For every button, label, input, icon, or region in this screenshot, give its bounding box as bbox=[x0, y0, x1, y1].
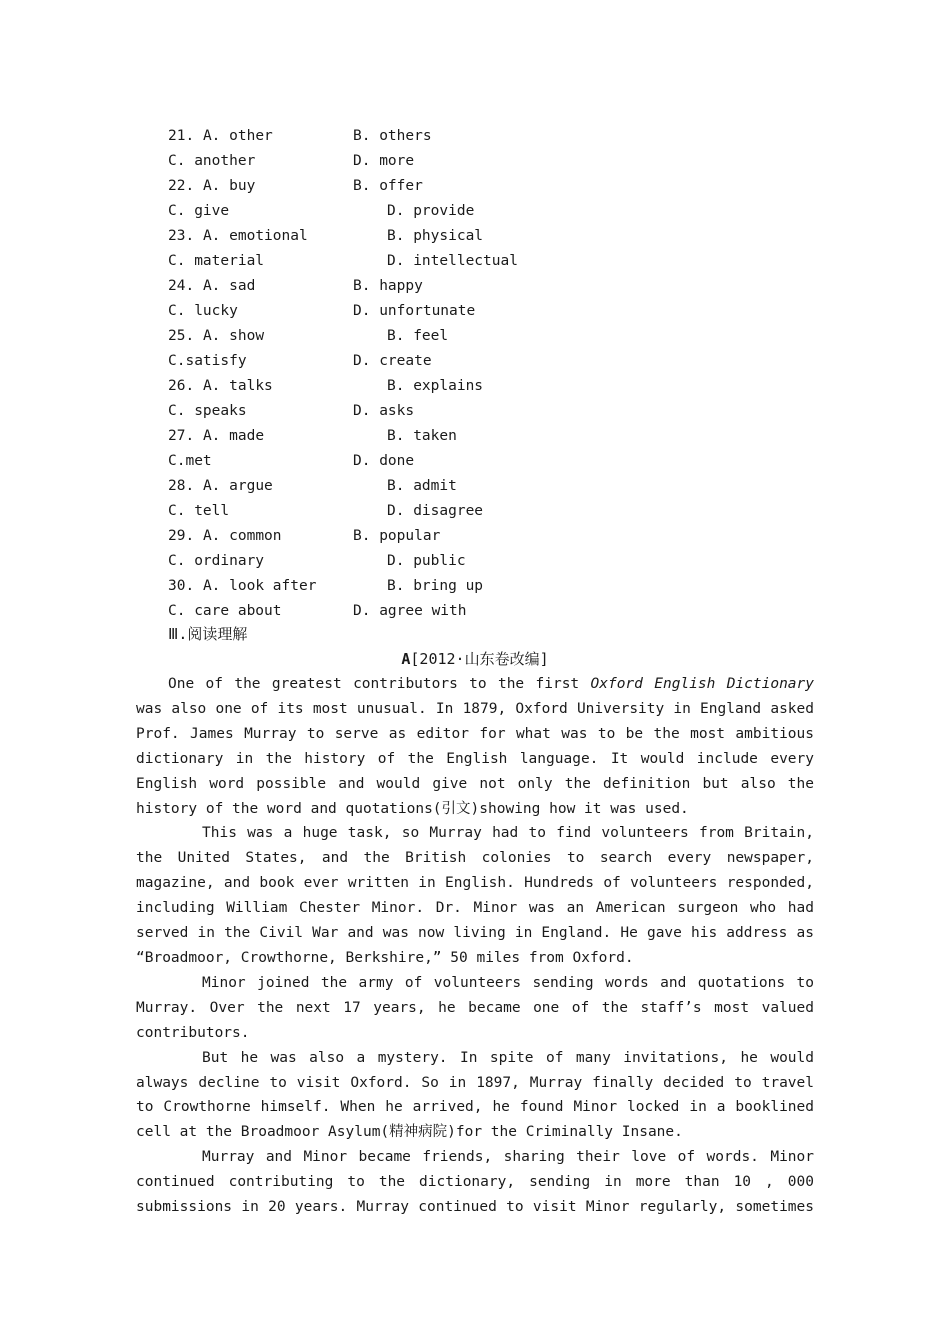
option-right: D. public bbox=[387, 553, 466, 569]
option-right: D. agree with bbox=[353, 603, 467, 619]
option-right: D. disagree bbox=[387, 503, 484, 519]
question-24-row-1 bbox=[168, 274, 423, 299]
option-right: D. more bbox=[353, 153, 415, 169]
passage-paragraph-1 bbox=[136, 672, 814, 821]
question-24-row-2 bbox=[168, 299, 476, 324]
option-left: C. lucky bbox=[168, 303, 238, 319]
option-right: D. done bbox=[353, 453, 415, 469]
passage-source: [2012·山东卷改编] bbox=[410, 650, 549, 668]
question-22-row-1 bbox=[168, 174, 423, 199]
section-heading: Ⅲ.阅读理解 bbox=[168, 625, 248, 643]
question-number: 26. bbox=[168, 378, 195, 394]
question-number: 25. bbox=[168, 328, 195, 344]
option-right: B. happy bbox=[353, 278, 423, 294]
option-right: D. create bbox=[353, 353, 432, 369]
option-left: C. ordinary bbox=[168, 553, 265, 569]
passage-label: A bbox=[401, 650, 411, 668]
option-left: C. material bbox=[168, 253, 265, 269]
question-29-row-2 bbox=[168, 549, 466, 574]
question-27-row-2 bbox=[168, 449, 415, 474]
option-left: A. other bbox=[202, 128, 273, 144]
option-right: B. admit bbox=[387, 478, 457, 494]
option-right: B. popular bbox=[353, 528, 441, 544]
option-right: B. others bbox=[353, 128, 432, 144]
question-28-row-1 bbox=[168, 474, 457, 499]
question-28-row-2 bbox=[168, 499, 484, 524]
question-number: 27. bbox=[168, 428, 195, 444]
question-number: 23. bbox=[168, 228, 195, 244]
question-25-row-1 bbox=[168, 324, 449, 349]
question-number: 29. bbox=[168, 528, 195, 544]
option-left: C. speaks bbox=[168, 403, 247, 419]
option-right: B. taken bbox=[387, 428, 457, 444]
passage-paragraph-5: Murray and Minor became friends, sharing their love of words. Minor continued contributing to the dictionary, sending in more than 10 , 000 submissions in 20 years. Murray continued to visit Minor regularly, sometimes bbox=[136, 1149, 814, 1216]
option-right: D. intellectual bbox=[387, 253, 518, 269]
option-left: C. tell bbox=[168, 503, 230, 519]
option-right: B. bring up bbox=[387, 578, 484, 594]
question-23-row-1 bbox=[168, 224, 484, 249]
option-left: A. argue bbox=[202, 478, 273, 494]
option-left: A. emotional bbox=[202, 228, 308, 244]
question-27-row-1 bbox=[168, 424, 457, 449]
passage-title bbox=[0, 647, 950, 672]
question-30-row-1 bbox=[168, 574, 484, 599]
passage-paragraph-2: This was a huge task, so Murray had to find volunteers from Britain, the United States, and the British colonies to search every newspaper, magazine, and book ever written in English. Hundreds of volunteers responded, including William Chester Minor. Dr. Minor was an American surgeon who had served in the Civil War and was now living in England. He gave his address as “Broadmoor, Crowthorne, Berkshire,” 50 miles from Oxford. bbox=[136, 825, 814, 966]
option-right: B. offer bbox=[353, 178, 423, 194]
question-21-row-1 bbox=[168, 124, 432, 149]
dictionary-title: Oxford English Dictionary bbox=[590, 676, 814, 692]
question-25-row-2 bbox=[168, 349, 432, 374]
option-left: C. give bbox=[168, 203, 230, 219]
option-right: D. asks bbox=[353, 403, 415, 419]
option-right: D. unfortunate bbox=[353, 303, 476, 319]
option-left: C.met bbox=[168, 453, 212, 469]
option-left: A. show bbox=[202, 328, 265, 344]
question-22-row-2 bbox=[168, 199, 475, 224]
question-number: 30. bbox=[168, 578, 195, 594]
option-right: D. provide bbox=[387, 203, 475, 219]
option-left: A. buy bbox=[202, 178, 256, 194]
option-left: A. look after bbox=[202, 578, 317, 594]
question-26-row-1 bbox=[168, 374, 484, 399]
question-26-row-2 bbox=[168, 399, 415, 424]
option-left: C. care about bbox=[168, 603, 282, 619]
option-right: B. explains bbox=[387, 378, 484, 394]
option-left: C. another bbox=[168, 153, 256, 169]
option-left: A. sad bbox=[202, 278, 256, 294]
paragraph-text: One of the greatest contributors to the first bbox=[168, 676, 591, 692]
question-number: 28. bbox=[168, 478, 195, 494]
option-right: B. feel bbox=[387, 328, 449, 344]
question-number: 21. bbox=[168, 128, 195, 144]
option-right: B. physical bbox=[387, 228, 484, 244]
question-number: 24. bbox=[168, 278, 195, 294]
question-21-row-2 bbox=[168, 149, 415, 174]
paragraph-text: was also one of its most unusual. In 1879, Oxford University in England asked Prof. James Murray to serve as editor for what was to be the most ambitious dictionary in the history of the English language. It would include every English word possible and would give not only the definition but also the history of the word and quotations(引文)showing how it was used. bbox=[136, 700, 814, 817]
option-left: A. common bbox=[202, 528, 282, 544]
option-left: A. made bbox=[202, 428, 265, 444]
reading-passage bbox=[136, 672, 814, 1220]
option-left: A. talks bbox=[202, 378, 273, 394]
passage-paragraph-3: Minor joined the army of volunteers sending words and quotations to Murray. Over the next 17 years, he became one of the staff’s most valued contributors. bbox=[136, 974, 814, 1041]
question-29-row-1 bbox=[168, 524, 441, 549]
question-30-row-2 bbox=[168, 599, 467, 624]
option-left: C.satisfy bbox=[168, 353, 247, 369]
passage-paragraph-4: But he was also a mystery. In spite of many invitations, he would always decline to visit Oxford. So in 1897, Murray finally decided to travel to Crowthorne himself. When he arrived, he found Minor locked in a booklined cell at the Broadmoor Asylum(精神病院)for the Criminally Insane. bbox=[136, 1049, 814, 1141]
question-number: 22. bbox=[168, 178, 195, 194]
question-23-row-2 bbox=[168, 249, 518, 274]
